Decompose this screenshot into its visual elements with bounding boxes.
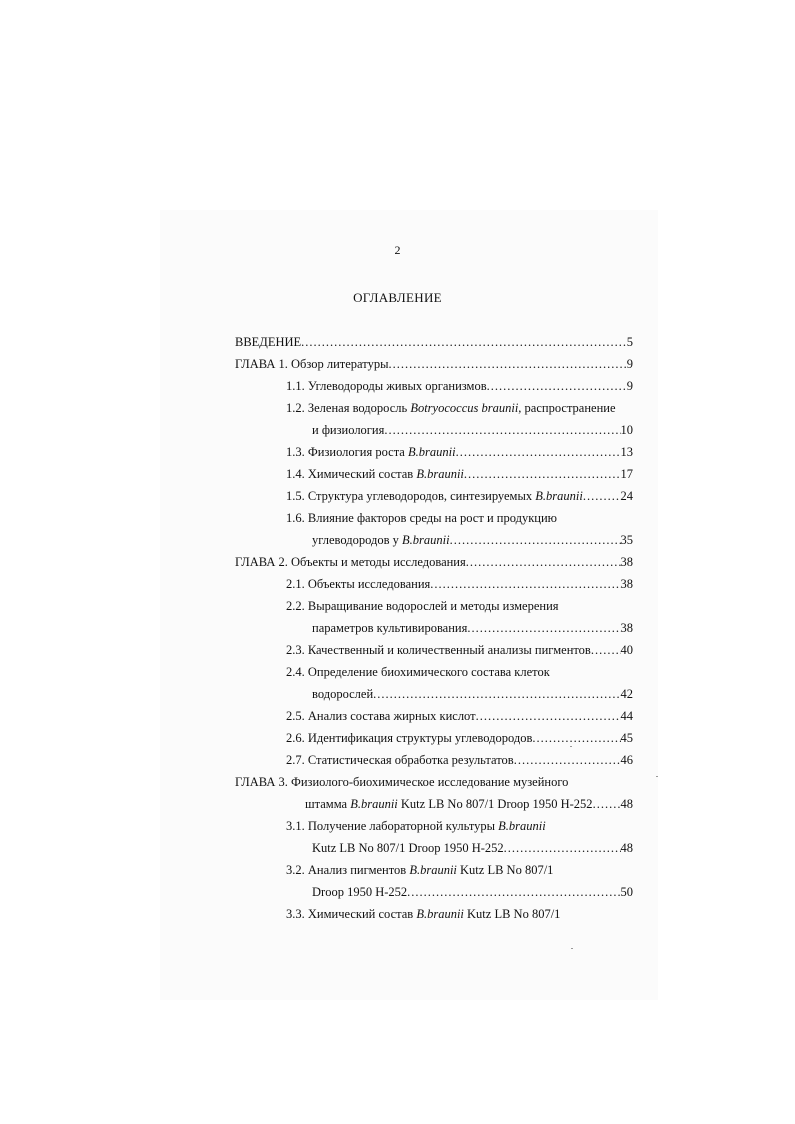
species-name: B.braunii: [402, 533, 450, 547]
leader-dots: [504, 838, 621, 858]
toc-entry-page: 9: [626, 379, 633, 393]
scan-speck: [570, 746, 572, 747]
toc-entry-page: 45: [620, 731, 633, 745]
toc-entry-label: 1.6. Влияние факторов среды на рост и продукцию: [286, 511, 557, 525]
toc-entry-label-end: , распространение: [518, 401, 616, 415]
toc-entry-page: 13: [620, 445, 633, 459]
toc-entry-2-4-cont[interactable]: [312, 684, 633, 704]
toc-entry-2-2[interactable]: [286, 596, 559, 616]
toc-entry-label: 3.1. Получение лабораторной культуры: [286, 819, 499, 833]
toc-entry-1-2[interactable]: [286, 398, 616, 418]
species-name: B.braunii: [535, 489, 583, 503]
toc-entry-page: 35: [620, 533, 633, 547]
leader-dots: [467, 618, 620, 638]
leader-dots: [430, 574, 620, 594]
toc-entry-label-end: Kutz LB No 807/1 Droop 1950 H-252: [397, 797, 593, 811]
toc-entry-chapter-2[interactable]: [235, 552, 633, 572]
leader-dots: [388, 354, 626, 374]
leader-dots: [456, 442, 621, 462]
toc-entry-chapter-3-cont[interactable]: [305, 794, 633, 814]
species-name: B.braunii: [416, 467, 464, 481]
toc-entry-label-end: Kutz LB No 807/1: [456, 863, 554, 877]
leader-dots: [476, 706, 621, 726]
toc-entry-2-3[interactable]: [286, 640, 633, 660]
toc-entry-label: 3.3. Химический состав: [286, 907, 417, 921]
toc-entry-label: штамма: [305, 797, 351, 811]
toc-entry-label: 2.7. Статистическая обработка результатов: [286, 753, 514, 767]
toc-entry-label: 2.4. Определение биохимического состава клеток: [286, 665, 550, 679]
toc-entry-1-3[interactable]: [286, 442, 633, 462]
toc-entry-label: Droop 1950 H-252: [312, 885, 408, 899]
toc-entry-page: 10: [620, 423, 633, 437]
toc-entry-page: 48: [620, 797, 633, 811]
species-name: Botryococcus braunii: [410, 401, 519, 415]
toc-entry-label: 2.5. Анализ состава жирных кислот: [286, 709, 476, 723]
toc-entry-2-1[interactable]: [286, 574, 633, 594]
toc-title: ОГЛАВЛЕНИЕ: [353, 290, 442, 305]
toc-entry-label: 1.4. Химический состав: [286, 467, 417, 481]
toc-entry-label: 1.2. Зеленая водоросль: [286, 401, 411, 415]
toc-entry-2-7[interactable]: [286, 750, 633, 770]
toc-entry-2-4[interactable]: [286, 662, 550, 682]
toc-entry-1-6-cont[interactable]: [312, 530, 633, 550]
toc-entry-page: 17: [620, 467, 633, 481]
toc-entry-page: 24: [620, 489, 633, 503]
leader-dots: [466, 552, 621, 572]
toc-entry-intro[interactable]: [235, 332, 633, 352]
toc-entry-page: 9: [626, 357, 633, 371]
scan-speck: [571, 948, 573, 949]
toc-entry-page: 42: [620, 687, 633, 701]
leader-dots: [373, 684, 620, 704]
leader-dots: [464, 464, 621, 484]
toc-entry-label: 1.3. Физиология роста: [286, 445, 408, 459]
toc-entry-label: 2.3. Качественный и количественный анализы пигментов: [286, 643, 591, 657]
toc-entry-page: 50: [620, 885, 633, 899]
toc-entry-page: 38: [620, 555, 633, 569]
toc-entry-label: 2.2. Выращивание водорослей и методы измерения: [286, 599, 559, 613]
scan-speck: [656, 776, 658, 777]
species-name: B.braunii: [350, 797, 398, 811]
toc-entry-1-4[interactable]: [286, 464, 633, 484]
toc-entry-label: водорослей: [312, 687, 374, 701]
leader-dots: [487, 376, 627, 396]
toc-entry-label: 1.1. Углеводороды живых организмов: [286, 379, 487, 393]
toc-entry-page: 48: [620, 841, 633, 855]
leader-dots: [407, 882, 620, 902]
toc-entry-1-6[interactable]: [286, 508, 557, 528]
toc-entry-2-2-cont[interactable]: [312, 618, 633, 638]
toc-entry-page: 38: [620, 577, 633, 591]
leader-dots: [583, 486, 621, 506]
toc-entry-1-5[interactable]: [286, 486, 633, 506]
toc-entry-label: и физиология: [312, 423, 385, 437]
toc-entry-label: углеводородов у: [312, 533, 402, 547]
species-name: B.braunii: [498, 819, 546, 833]
leader-dots: [591, 640, 621, 660]
toc-entry-label: ГЛАВА 1. Обзор литературы: [235, 357, 389, 371]
toc-entry-page: 38: [620, 621, 633, 635]
toc-entry-chapter-1[interactable]: [235, 354, 633, 374]
leader-dots: [532, 728, 620, 748]
toc-entry-label-end: Kutz LB No 807/1: [463, 907, 561, 921]
toc-entry-3-2[interactable]: [286, 860, 553, 880]
toc-entry-label: Kutz LB No 807/1 Droop 1950 H-252: [312, 841, 504, 855]
toc-entry-1-1[interactable]: [286, 376, 633, 396]
toc-entry-label: параметров культивирования: [312, 621, 468, 635]
page-number: 2: [394, 243, 401, 257]
leader-dots: [301, 332, 627, 352]
leader-dots: [450, 530, 621, 550]
toc-entry-label: ВВЕДЕНИЕ: [235, 335, 302, 349]
species-name: B.braunii: [407, 445, 456, 459]
toc-entry-3-1-cont[interactable]: [312, 838, 633, 858]
toc-entry-3-2-cont[interactable]: [312, 882, 633, 902]
toc-entry-2-6[interactable]: [286, 728, 633, 748]
leader-dots: [384, 420, 620, 440]
toc-entry-label: ГЛАВА 3. Физиолого-биохимическое исследование музейного: [235, 775, 569, 789]
species-name: B.braunii: [416, 907, 464, 921]
toc-entry-chapter-3[interactable]: [235, 772, 568, 792]
toc-entry-3-3[interactable]: [286, 904, 560, 924]
toc-entry-page: 5: [626, 335, 633, 349]
toc-entry-3-1[interactable]: [286, 816, 546, 836]
toc-entry-page: 40: [620, 643, 633, 657]
species-name: B.braunii: [409, 863, 457, 877]
toc-entry-label: 3.2. Анализ пигментов: [286, 863, 410, 877]
toc-entry-2-5[interactable]: [286, 706, 633, 726]
leader-dots: [593, 794, 621, 814]
toc-entry-label: 2.6. Идентификация структуры углеводородов: [286, 731, 533, 745]
toc-entry-page: 44: [620, 709, 633, 723]
toc-entry-label: 1.5. Структура углеводородов, синтезируемых: [286, 489, 536, 503]
toc-entry-label: 2.1. Объекты исследования: [286, 577, 431, 591]
toc-entry-page: 46: [620, 753, 633, 767]
toc-entry-label: ГЛАВА 2. Объекты и методы исследования: [235, 555, 466, 569]
leader-dots: [514, 750, 621, 770]
toc-entry-1-2-cont[interactable]: [312, 420, 633, 440]
